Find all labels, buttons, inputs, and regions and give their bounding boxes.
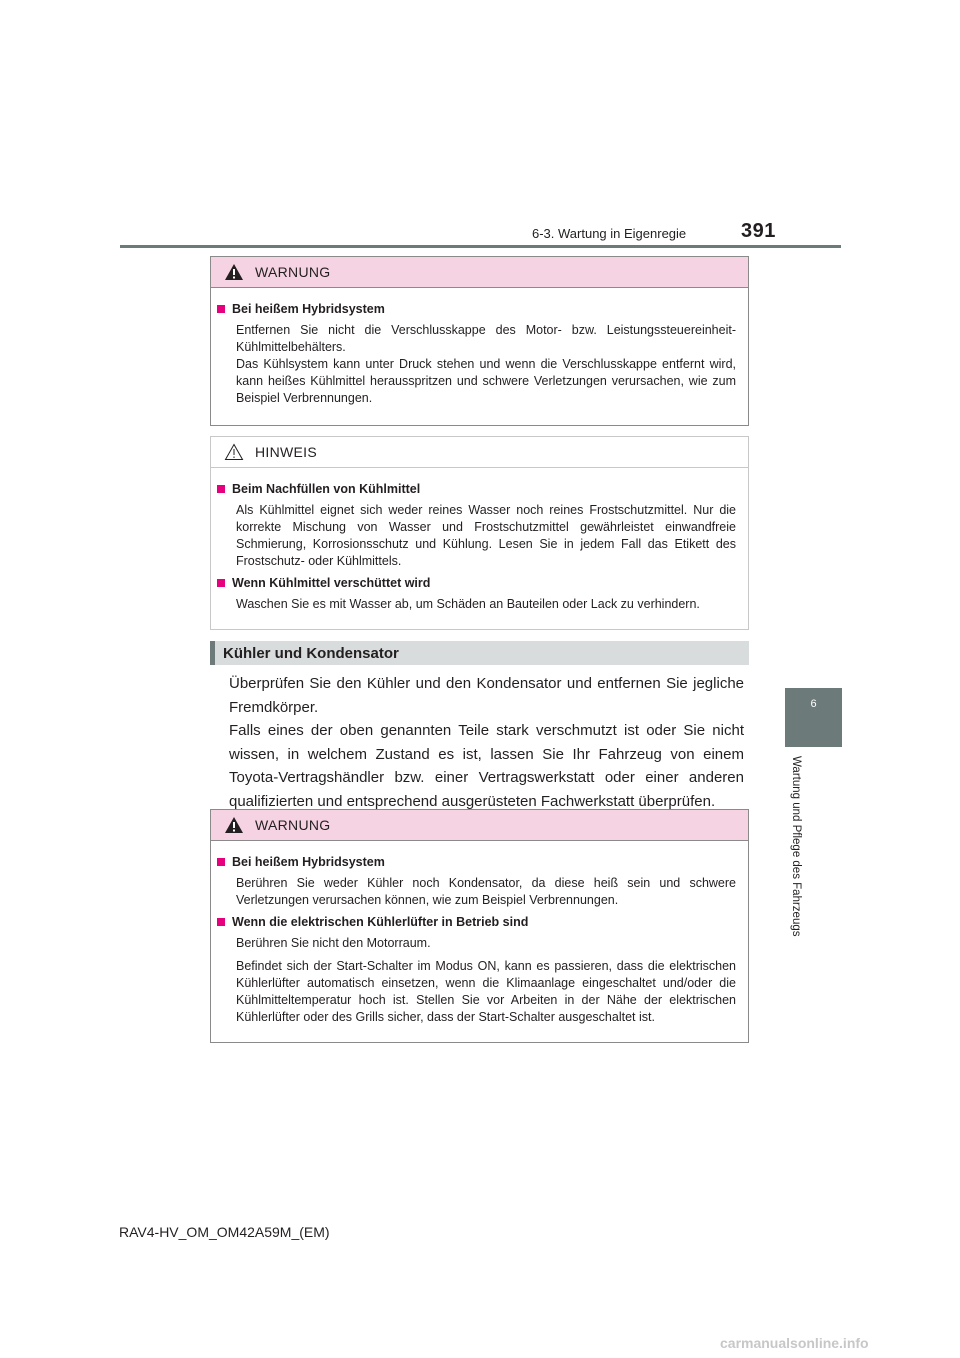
section-heading-bar bbox=[210, 641, 215, 665]
warning-paragraph: Entfernen Sie nicht die Verschlusskappe des Motor- bzw. Leistungssteuereinheit-Kühlmittelbehälters. bbox=[236, 323, 736, 354]
body-paragraph: Überprüfen Sie den Kühler und den Kondensator und entfernen Sie jegliche Fremdkörper. bbox=[229, 675, 744, 716]
notice-paragraph: Als Kühlmittel eignet sich weder reines Wasser noch reines Frostschutzmittel. Nur die korrekte Mischung von Wasser und Frostschutzmittel gewährleistet einwandfreie Schmierung, Korrosionsschutz und Kühlung. Lesen Sie in jedem Fall das Etikett des Frostschutz- oder Kühlmittels. bbox=[236, 503, 736, 568]
warning-paragraph: Berühren Sie nicht den Motorraum. bbox=[236, 936, 431, 950]
warning-label: WARNUNG bbox=[255, 817, 331, 833]
notice-box-header bbox=[211, 437, 748, 468]
section-title: Kühler und Kondensator bbox=[223, 645, 399, 662]
site-watermark: carmanualsonline.info bbox=[720, 1335, 869, 1351]
warning-label: WARNUNG bbox=[255, 264, 331, 280]
bullet-square-icon bbox=[217, 858, 225, 866]
warning-box-header bbox=[211, 810, 748, 841]
notice-box-body bbox=[211, 468, 748, 629]
warning-paragraph: Befindet sich der Start-Schalter im Modus ON, kann es passieren, dass die elektrischen Kühlerlüfter automatisch einsetzen, wenn die Klimaanlage eingeschaltet und/oder die Kühlmitteltemperatur hoch ist. Stellen Sie vor Arbeiten in der Nähe der elektrischen Kühlerlüfter oder des Grills sicher, dass der Start-Schalter ausgeschaltet ist. bbox=[236, 959, 736, 1024]
page-number: 391 bbox=[741, 220, 776, 242]
section-heading bbox=[210, 641, 749, 665]
notice-paragraph: Waschen Sie es mit Wasser ab, um Schäden an Bauteilen oder Lack zu verhindern. bbox=[236, 597, 700, 611]
section-body bbox=[229, 672, 744, 813]
section-breadcrumb: 6-3. Wartung in Eigenregie bbox=[532, 226, 687, 241]
footer-model-code: RAV4-HV_OM_OM42A59M_(EM) bbox=[119, 1224, 330, 1240]
warning-box-header bbox=[211, 257, 748, 288]
warning-triangle-icon bbox=[224, 263, 244, 281]
bullet-square-icon bbox=[217, 485, 225, 493]
bullet-square-icon bbox=[217, 918, 225, 926]
caution-triangle-icon bbox=[224, 443, 244, 461]
chapter-number: 6 bbox=[810, 698, 817, 710]
warning-box-body bbox=[211, 288, 748, 423]
warning-item-title: Bei heißem Hybridsystem bbox=[217, 855, 736, 869]
warning-paragraph: Das Kühlsystem kann unter Druck stehen und wenn die Verschlusskappe entfernt wird, kann heißes Kühlmittel herausspritzen und schwere Verletzungen verursachen, wie zum Beispiel Verbrennungen. bbox=[236, 357, 736, 405]
notice-label: HINWEIS bbox=[255, 444, 317, 460]
header-divider bbox=[120, 245, 841, 248]
bullet-square-icon bbox=[217, 579, 225, 587]
warning-box-hot-system bbox=[210, 256, 749, 426]
warning-box-body bbox=[211, 841, 748, 1042]
bullet-square-icon bbox=[217, 305, 225, 313]
body-paragraph: Falls eines der oben genannten Teile stark verschmutzt ist oder Sie nicht wissen, in welchem Zustand es ist, lassen Sie Ihr Fahrzeug von einem Toyota-Vertragshändler bzw. einer Vertragswerkstatt oder einer anderen qualifizierten und entsprechend ausgerüsteten Fachwerkstatt überprüfen. bbox=[229, 722, 744, 810]
notice-box bbox=[210, 436, 749, 630]
warning-triangle-icon bbox=[224, 816, 244, 834]
warning-item-title: Bei heißem Hybridsystem bbox=[217, 302, 736, 316]
warning-box-radiator bbox=[210, 809, 749, 1043]
notice-item-title: Beim Nachfüllen von Kühlmittel bbox=[217, 482, 736, 496]
chapter-tab bbox=[785, 688, 842, 747]
warning-paragraph: Berühren Sie weder Kühler noch Kondensator, da diese heiß sein und schwere Verletzungen verursachen können, wie zum Beispiel Verbrennungen. bbox=[236, 876, 736, 907]
chapter-title: Wartung und Pflege des Fahrzeugs bbox=[790, 756, 802, 937]
notice-item-title: Wenn Kühlmittel verschüttet wird bbox=[217, 576, 736, 590]
warning-item-title: Wenn die elektrischen Kühlerlüfter in Betrieb sind bbox=[217, 915, 736, 929]
